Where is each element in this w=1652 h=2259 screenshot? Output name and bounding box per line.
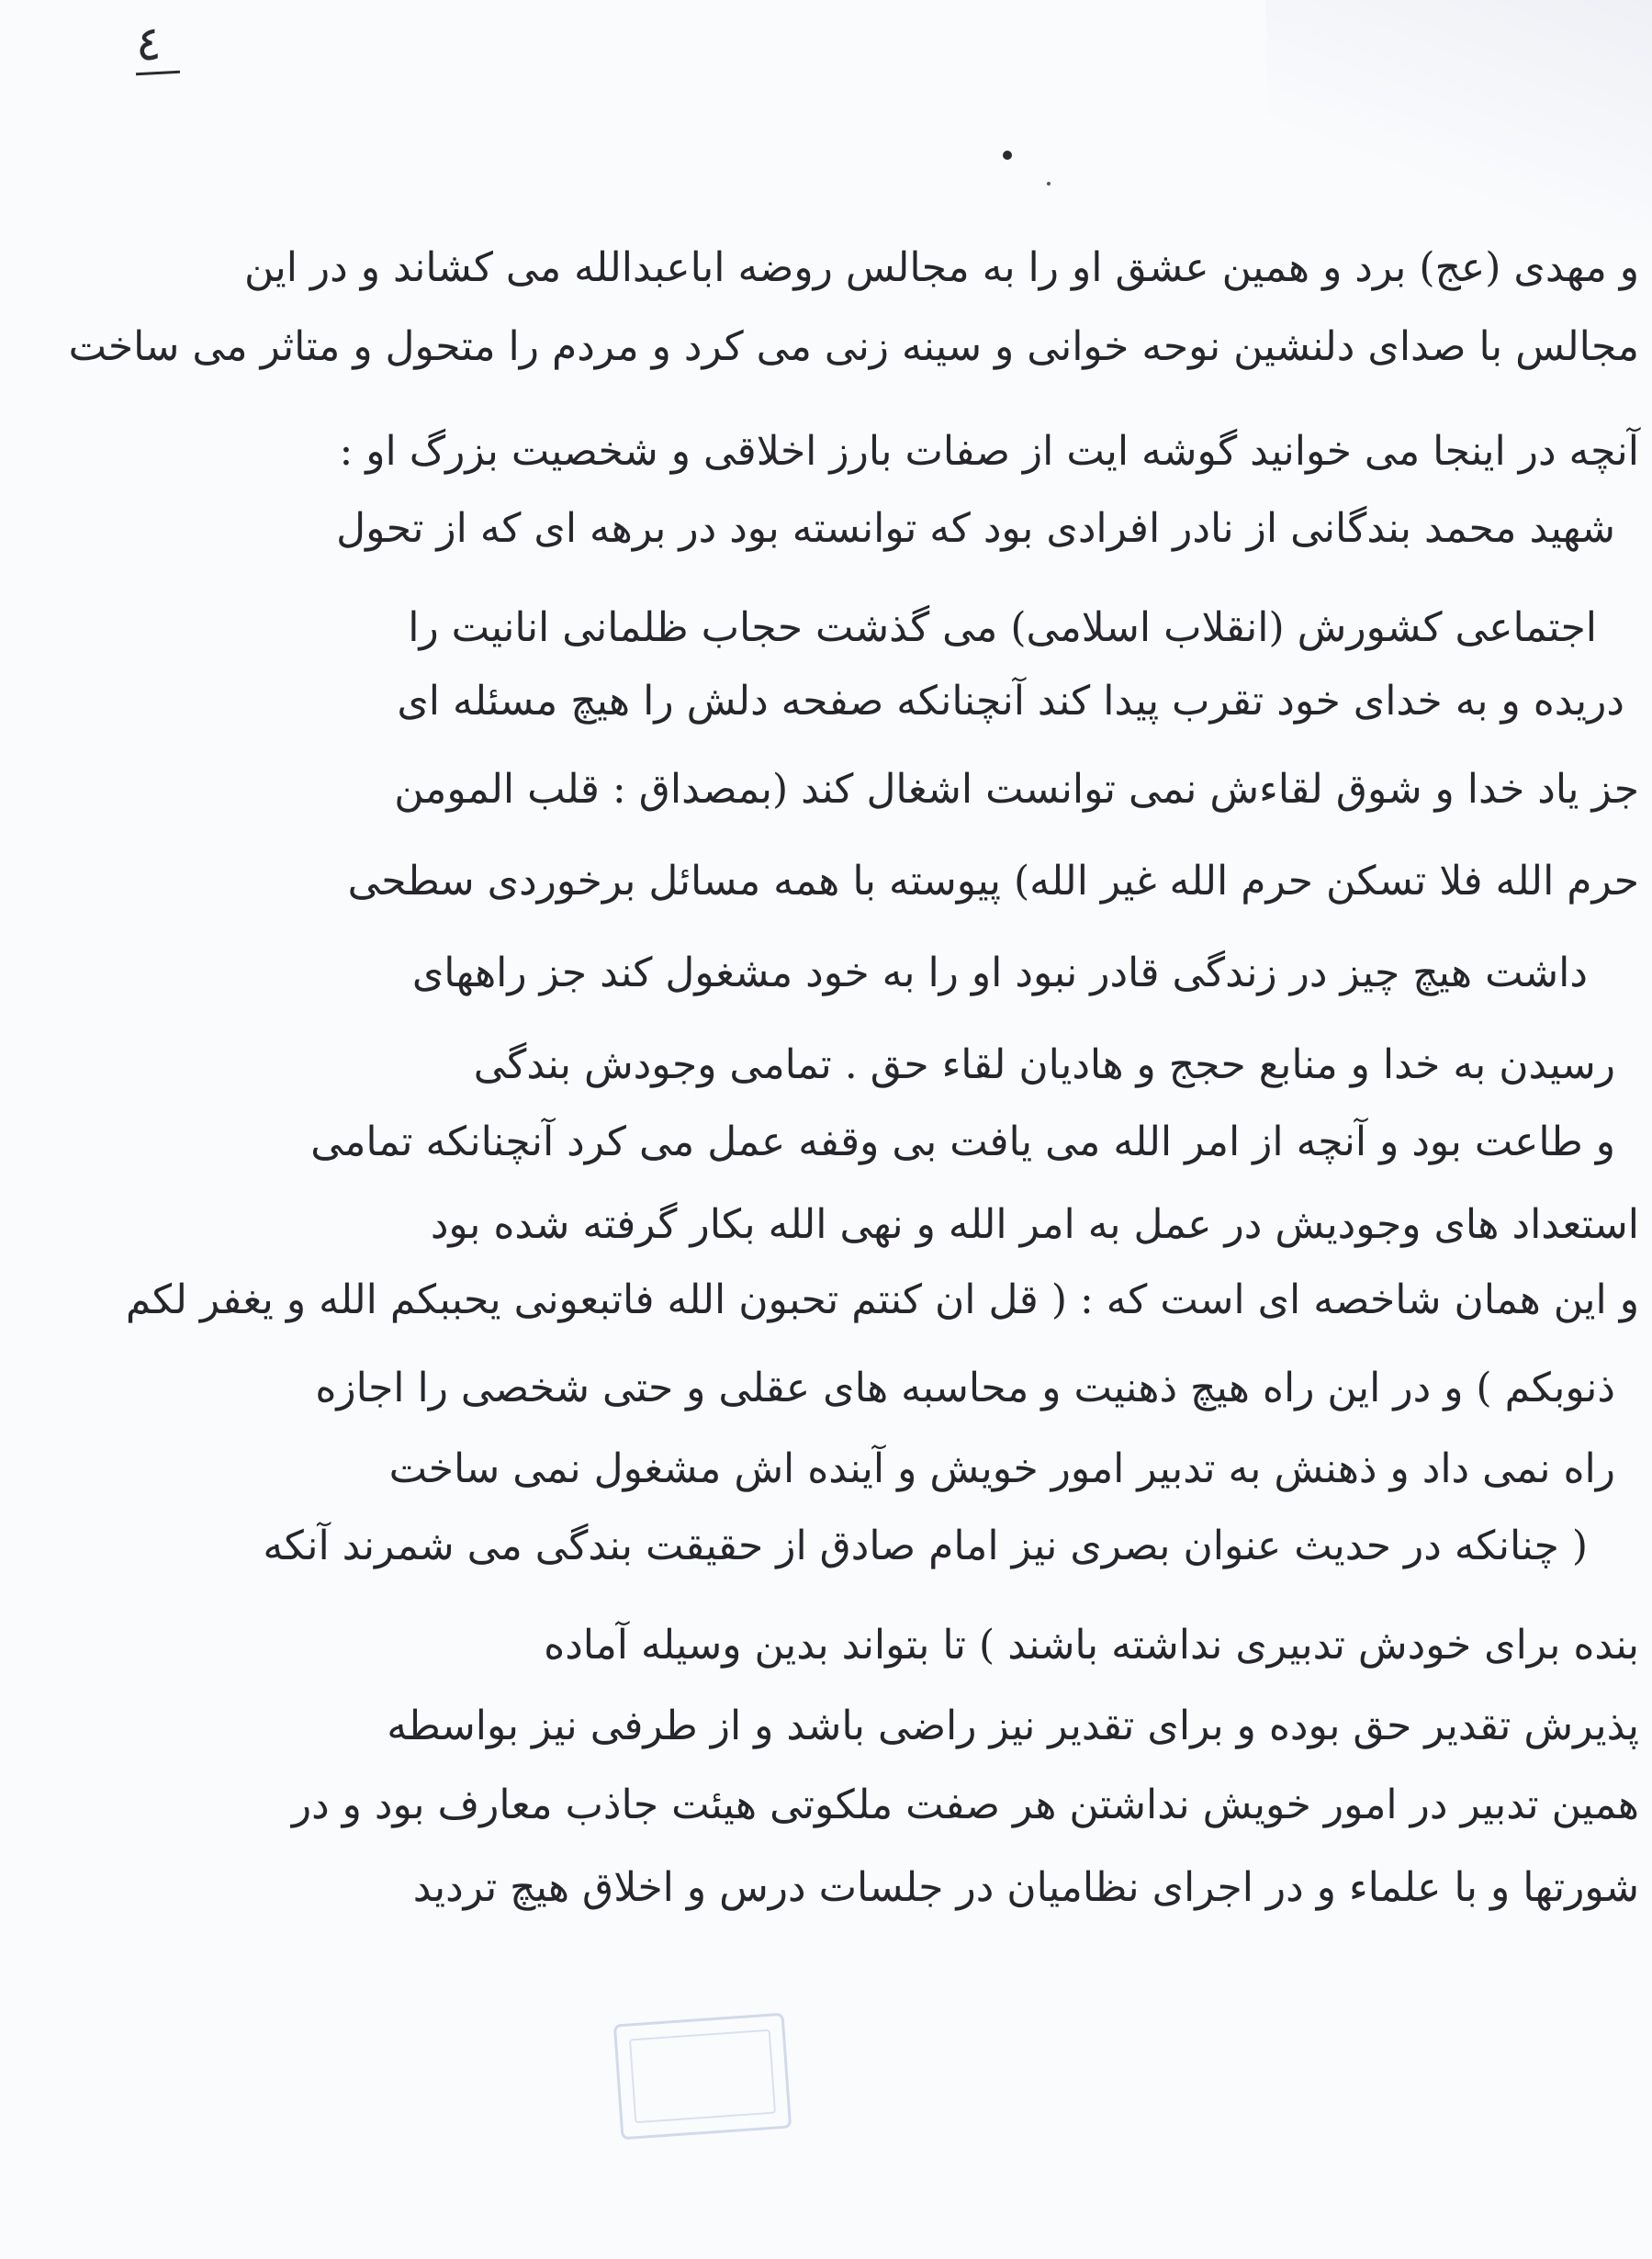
text-line-4: شهید محمد بندگانی از نادر افرادی بود که توانسته بود در برهه ای که از تحول xyxy=(336,505,1615,552)
faded-stamp-inner xyxy=(629,2029,776,2124)
text-line-1: و مهدی (عج) برد و همین عشق او را به مجالس روضه اباعبدالله می کشاند و در این xyxy=(243,244,1639,291)
text-line-9: داشت هیچ چیز در زندگی قادر نبود او را به خود مشغول کند جز راههای xyxy=(411,950,1588,996)
text-line-2: مجالس با صدای دلنشین نوحه خوانی و سینه زنی می کرد و مردم را متحول و متاثر می ساخت xyxy=(68,323,1639,370)
text-line-10: رسیدن به خدا و منابع حجج و هادیان لقاء حق . تمامی وجودش بندگی xyxy=(473,1041,1615,1088)
text-line-18: پذیرش تقدیر حق بوده و برای تقدیر نیز راضی باشد و از طرفی نیز بواسطه xyxy=(387,1703,1639,1749)
text-line-3: آنچه در اینجا می خوانید گوشه ایت از صفات بارز اخلاقی و شخصیت بزرگ او : xyxy=(339,428,1639,475)
text-line-17: بنده برای خودش تدبیری نداشته باشند ) تا بتواند بدین وسیله آماده xyxy=(544,1622,1639,1669)
faded-stamp xyxy=(613,2013,792,2141)
text-line-12: استعداد های وجودیش در عمل به امر الله و نهی الله بکار گرفته شده بود xyxy=(430,1201,1639,1248)
text-line-16: ( چنانکه در حدیث عنوان بصری نیز امام صادق از حقیقت بندگی می شمرند آنکه xyxy=(263,1523,1588,1569)
text-line-7: جز یاد خدا و شوق لقاءش نمی توانست اشغال کند (بمصداق : قلب المومن xyxy=(394,766,1639,813)
text-line-11: و طاعت بود و آنچه از امر الله می یافت بی وقفه عمل می کرد آنچنانکه تمامی xyxy=(310,1118,1615,1165)
text-line-6: دریده و به خدای خود تقرب پیدا کند آنچنانکه صفحه دلش را هیچ مسئله ای xyxy=(397,678,1624,725)
text-line-15: راه نمی داد و ذهنش به تدبیر امور خویش و آینده اش مشغول نمی ساخت xyxy=(388,1445,1615,1492)
text-line-19: همین تدبیر در امور خویش نداشتن هر صفت ملکوتی هیئت جاذب معارف بود و در xyxy=(291,1781,1639,1828)
text-line-5: اجتماعی کشورش (انقلاب اسلامی) می گذشت حجاب ظلمانی انانیت را xyxy=(408,604,1597,651)
page-number: ٤ xyxy=(136,17,162,72)
text-line-20: شورتها و با علماء و در اجرای نظامیان در جلسات درس و اخلاق هیچ تردید xyxy=(412,1864,1639,1911)
text-line-13: و این همان شاخصه ای است که : ( قل ان کنتم تحبون الله فاتبعونی یحببکم الله و یغفر لکم xyxy=(125,1276,1639,1323)
text-line-14: ذنوبکم ) و در این راه هیچ ذهنیت و محاسبه های عقلی و حتی شخصی را اجازه xyxy=(315,1365,1615,1411)
text-line-8: حرم الله فلا تسکن حرم الله غیر الله) پیوسته با همه مسائل برخوردی سطحی xyxy=(347,858,1639,905)
